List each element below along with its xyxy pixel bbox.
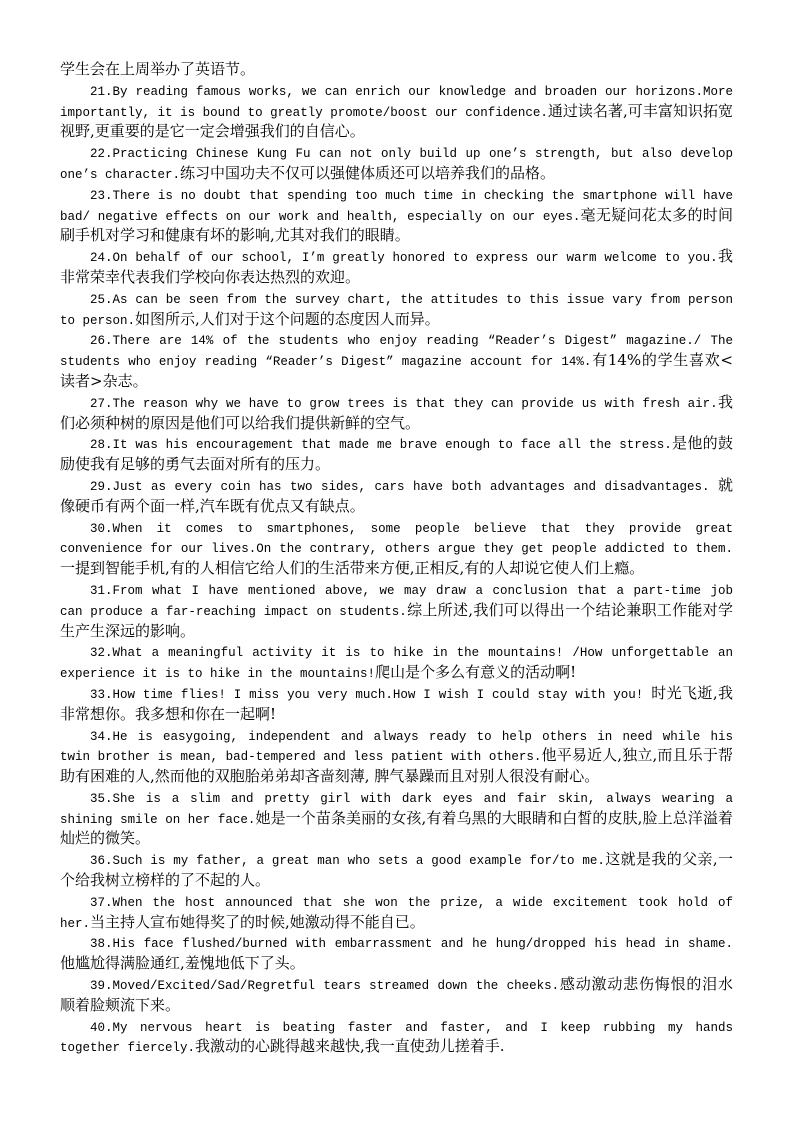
sentence-item-25	[60, 290, 733, 332]
english-text: 25.As can be seen from the survey chart, the attitudes to this issue vary from person to person.	[60, 292, 733, 328]
sentence-item-21	[60, 82, 733, 144]
english-text: 29.Just as every coin has two sides, cars have both advantages and disadvantages.	[90, 479, 718, 494]
chinese-translation: 他平易近人,独立,而且乐于帮助有困难的人,然而他的双胞胎弟弟却吝啬刻薄, 脾气暴躁而且对别人很没有耐心。	[60, 746, 733, 786]
english-text: 30.When it comes to smartphones, some people believe that they provide great convenience for our lives.On the contrary, others argue they get people addicted to them.	[60, 521, 733, 557]
sentence-item-33	[60, 685, 733, 727]
english-text: 35.She is a slim and pretty girl with dark eyes and fair skin, always wearing a shining smile on her face.	[60, 791, 733, 827]
chinese-translation: 是他的鼓励使我有足够的勇气去面对所有的压力。	[60, 434, 733, 474]
english-text: 24.On behalf of our school, I’m greatly honored to express our warm welcome to you.	[90, 251, 718, 266]
continuation-paragraph	[60, 61, 733, 82]
english-text: 33.How time flies! I miss you very much.How I wish I could stay with you!	[90, 687, 652, 702]
chinese-translation: 这就是我的父亲,一个给我树立榜样的了不起的人。	[60, 850, 733, 890]
english-text: 23.There is no doubt that spending too much time in checking the smartphone will have bad/ negative effects on our work and health, especially on our eyes.	[60, 188, 733, 224]
english-text: 26.There are 14% of the students who enjoy reading “Reader’s Digest” magazine./ The students who enjoy reading “Reader’s Digest” magazine account for 14%.	[60, 334, 733, 370]
sentence-item-37	[60, 893, 733, 935]
chinese-translation: 综上所述,我们可以得出一个结论兼职工作能对学生产生深远的影响。	[60, 600, 733, 640]
chinese-translation: 时光飞逝,我非常想你。我多想和你在一起啊!	[60, 683, 733, 723]
english-text: 32.What a meaningful activity it is to hike in the mountains! /How unforgettable an experience it is to hike in the mountains!	[60, 646, 733, 682]
chinese-translation: 就像硬币有两个面一样,汽车既有优点又有缺点。	[60, 475, 733, 515]
chinese-translation: 通过读名著,可丰富知识拓宽视野,更重要的是它一定会增强我们的自信心。	[60, 101, 733, 141]
sentence-item-35	[60, 789, 733, 851]
english-text: 22.Practicing Chinese Kung Fu can not only build up one’s strength, but also develop one’s character.	[60, 147, 733, 182]
sentence-item-40	[60, 1018, 733, 1060]
chinese-translation: 爬山是个多么有意义的活动啊!	[375, 663, 577, 682]
chinese-translation: 练习中国功夫不仅可以强健体质还可以培养我们的品格。	[180, 163, 556, 182]
sentence-item-23	[60, 186, 733, 248]
chinese-translation: 有14%的学生喜欢<读者>杂志。	[60, 351, 733, 390]
chinese-translation: 当主持人宣布她得奖了的时候,她激动得不能自已。	[90, 912, 425, 931]
sentence-item-30	[60, 519, 733, 581]
sentence-item-26	[60, 331, 733, 393]
chinese-translation: 她是一个苗条美丽的女孩,有着乌黑的大眼睛和白皙的皮肤,脸上总洋溢着灿烂的微笑。	[60, 808, 733, 848]
sentence-item-24	[60, 248, 733, 290]
sentence-item-28	[60, 435, 733, 477]
english-text: 38.His face flushed/burned with embarrassment and he hung/dropped his head in shame.	[90, 937, 733, 952]
chinese-translation: 学生会在上周举办了英语节。	[60, 60, 256, 78]
english-text: 27.The reason why we have to grow trees is that they can provide us with fresh air.	[90, 396, 718, 411]
sentence-item-36	[60, 851, 733, 893]
english-text: 21.By reading famous works, we can enrich our knowledge and broaden our horizons.More importantly, it is bound to greatly promote/boost our confidence.	[60, 84, 733, 120]
sentence-item-27	[60, 394, 733, 436]
chinese-translation: 我激动的心跳得越来越快,我一直使劲儿搓着手.	[195, 1037, 505, 1056]
sentence-item-22	[60, 144, 733, 186]
english-text: 39.Moved/Excited/Sad/Regretful tears streamed down the cheeks.	[90, 979, 560, 994]
chinese-translation: 我非常荣幸代表我们学校向你表达热烈的欢迎。	[60, 247, 733, 286]
sentence-item-39	[60, 976, 733, 1018]
chinese-translation: 感动激动悲伤悔恨的泪水顺着脸颊流下来。	[60, 975, 733, 1014]
english-text: 28.It was his encouragement that made me brave enough to face all the stress.	[90, 438, 672, 453]
english-text: 34.He is easygoing, independent and always ready to help others in need while his twin brother is mean, bad-tempered and less patient with others.	[60, 729, 733, 765]
sentence-item-32	[60, 643, 733, 685]
sentence-item-38	[60, 934, 733, 976]
english-text: 37.When the host announced that she won the prize, a wide excitement took hold of her.	[60, 895, 733, 931]
english-text: 31.From what I have mentioned above, we may draw a conclusion that a part-time job can produce a far-reaching impact on students.	[60, 583, 733, 619]
chinese-translation: 毫无疑问花太多的时间刷手机对学习和健康有坏的影响,尤其对我们的眼睛。	[60, 205, 733, 245]
english-text: 40.My nervous heart is beating faster and faster, and I keep rubbing my hands together fiercely.	[60, 1020, 733, 1056]
sentence-item-29	[60, 477, 733, 519]
sentence-item-34	[60, 727, 733, 789]
chinese-translation: 我们必须种树的原因是他们可以给我们提供新鲜的空气。	[60, 392, 733, 432]
chinese-translation: 一提到智能手机,有的人相信它给人们的生活带来方便,正相反,有的人却说它使人们上瘾。	[60, 559, 645, 578]
chinese-translation: 他尴尬得满脸通红,羞愧地低下了头。	[60, 954, 305, 973]
sentence-item-31	[60, 581, 733, 643]
english-text: 36.Such is my father, a great man who sets a good example for/to me.	[90, 854, 605, 869]
chinese-translation: 如图所示,人们对于这个问题的态度因人而异。	[135, 309, 440, 328]
